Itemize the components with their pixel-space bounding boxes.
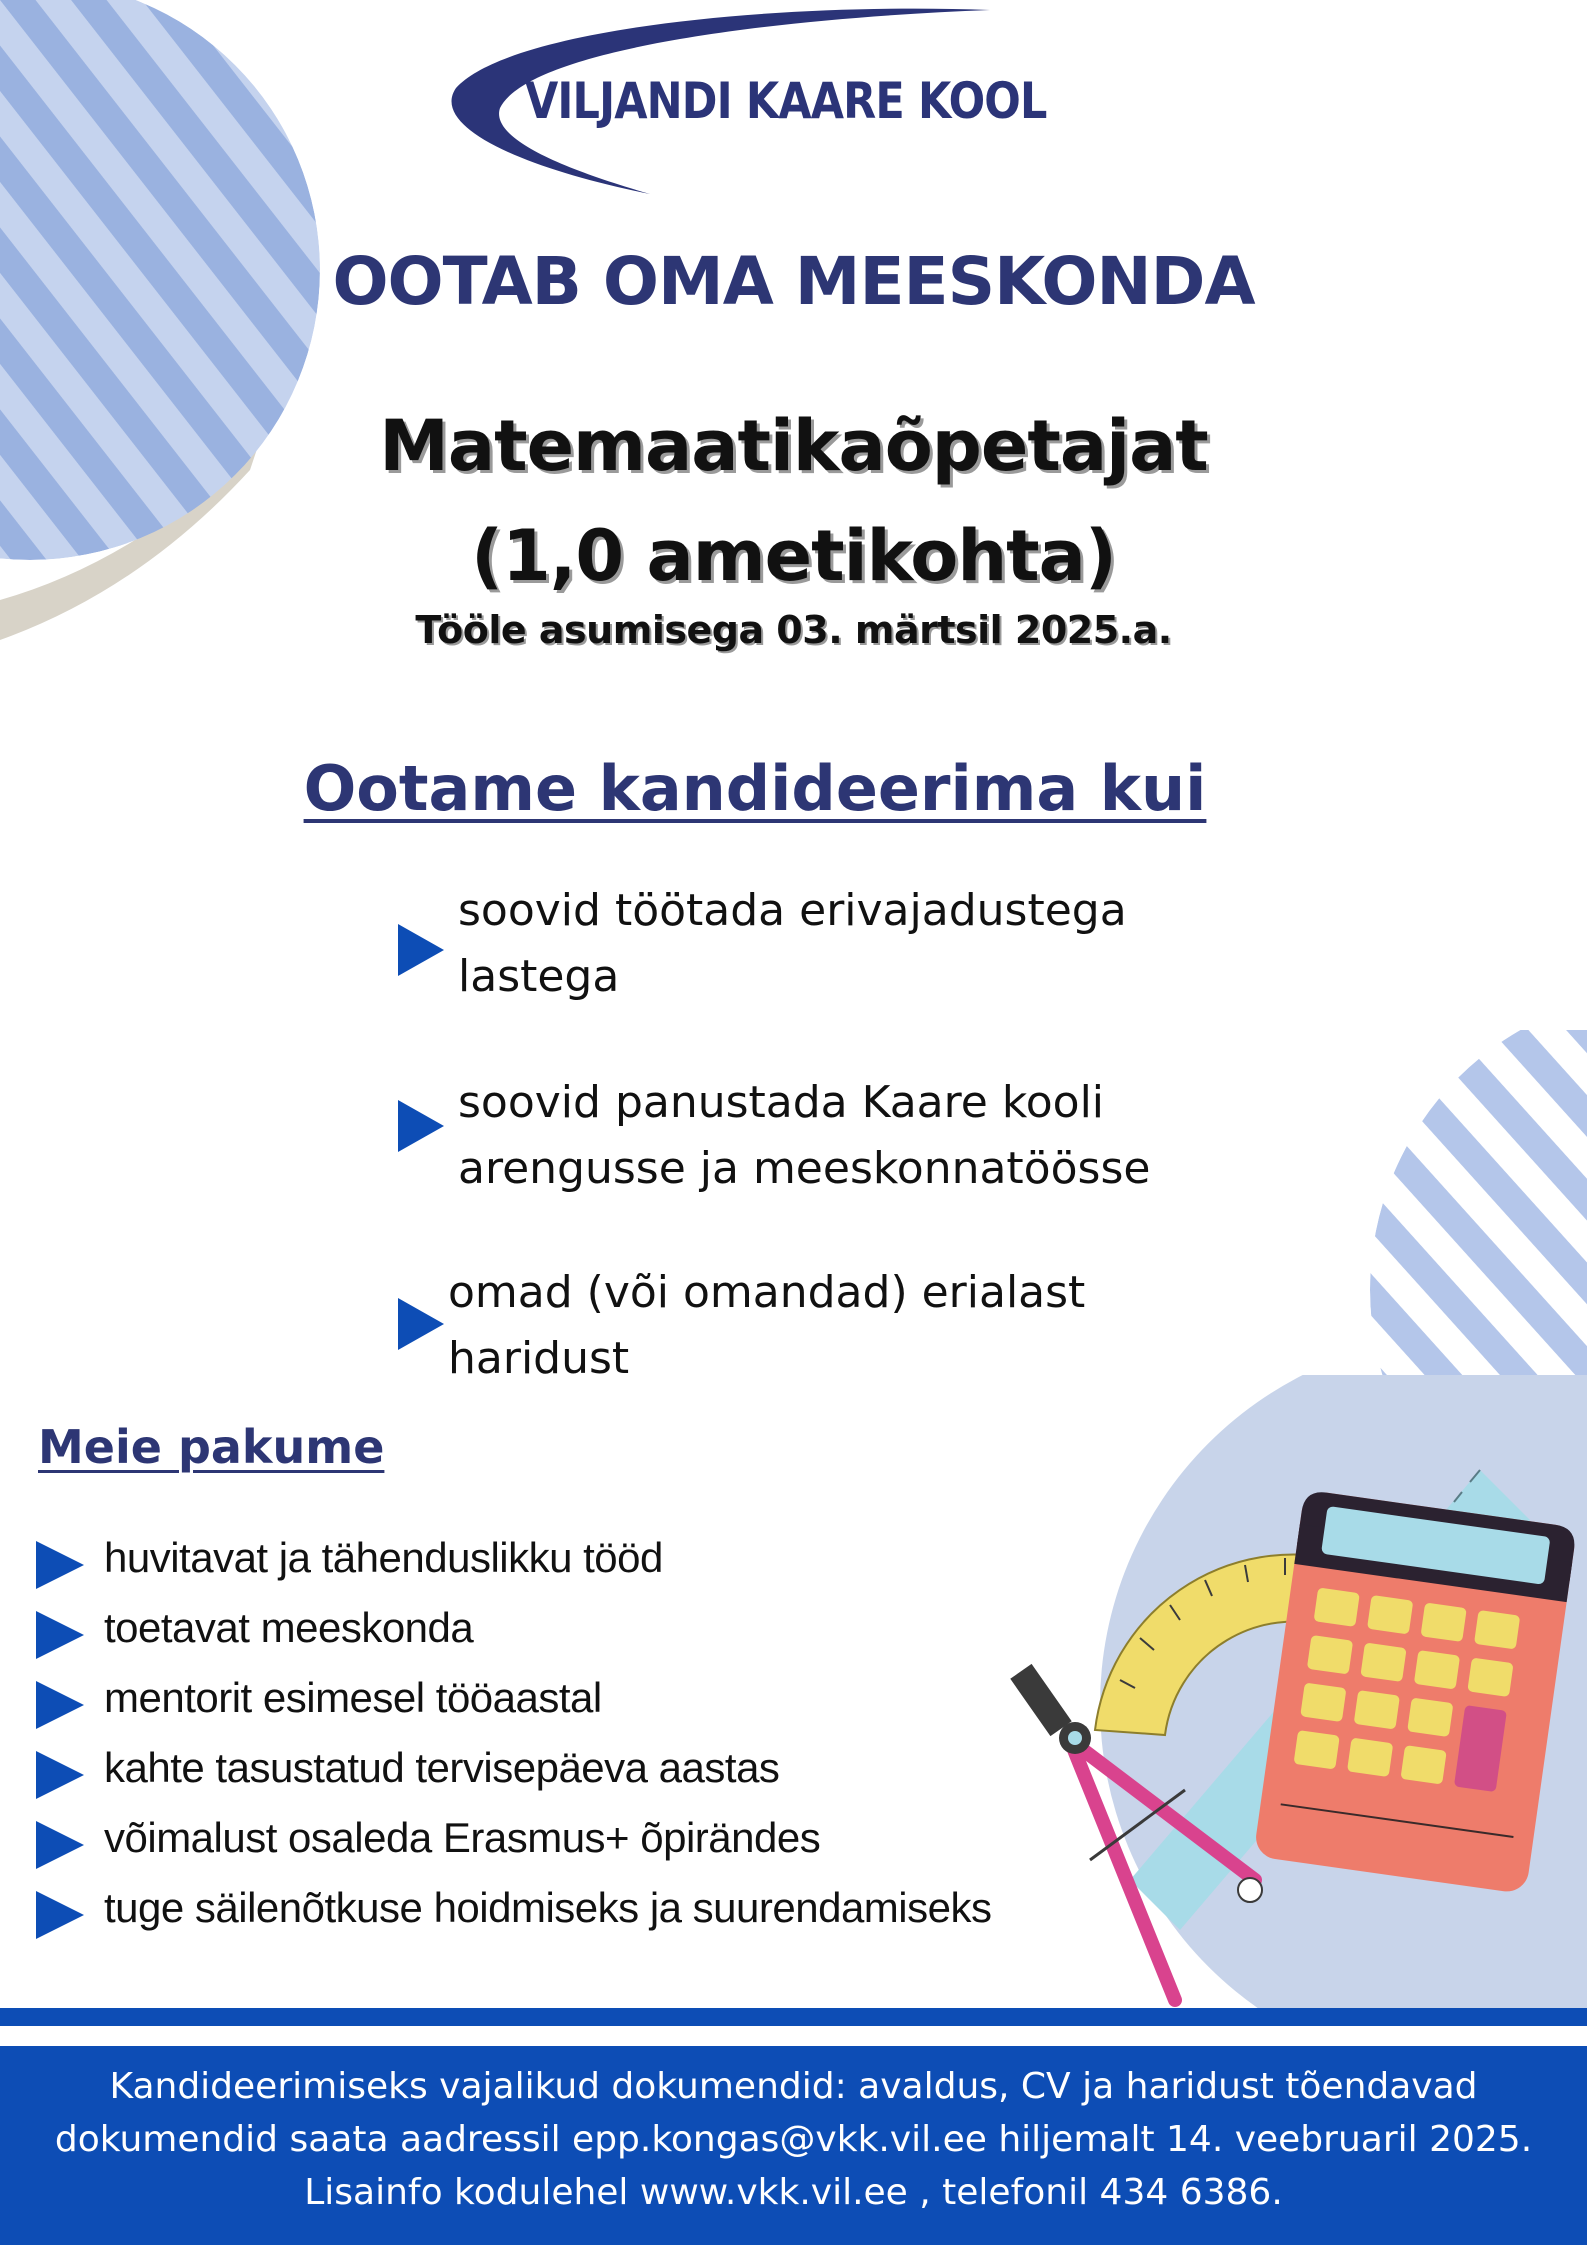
triangle-bullet-icon: [36, 1681, 84, 1729]
triangle-bullet-icon: [36, 1751, 84, 1799]
job-title: Matemaatikaõpetajat: [379, 405, 1208, 487]
footer-line: Kandideerimiseks vajalikud dokumendid: avaldus, CV ja haridust tõendavad: [109, 2066, 1478, 2107]
offer-item-text: huvitavat ja tähenduslikku tööd: [104, 1534, 663, 1581]
offer-item-text: tuge säilenõtkuse hoidmiseks ja suurendamiseks: [104, 1884, 992, 1931]
candidate-item-line: haridust: [448, 1333, 630, 1384]
footer-divider: [0, 2008, 1587, 2026]
candidate-item-line: arengusse ja meeskonnatöösse: [458, 1143, 1151, 1194]
triangle-bullet-icon: [398, 924, 444, 976]
candidate-item-line: soovid töötada erivajadustega: [458, 885, 1127, 936]
calculator-icon: [1253, 1490, 1577, 1895]
footer-line: Lisainfo kodulehel www.vkk.vil.ee , telefonil 434 6386.: [304, 2172, 1283, 2213]
offer-item: [36, 1880, 1116, 1950]
candidates-heading: Ootame kandideerima kui: [303, 752, 1207, 825]
offer-item: [36, 1740, 1116, 1810]
job-workload: (1,0 ametikohta): [471, 515, 1116, 597]
triangle-bullet-icon: [36, 1891, 84, 1939]
candidate-item-line: soovid panustada Kaare kooli: [458, 1077, 1105, 1128]
triangle-bullet-icon: [398, 1100, 444, 1152]
offer-item: [36, 1530, 1116, 1600]
candidate-item-line: lastega: [458, 951, 620, 1002]
footer: [0, 2046, 1587, 2245]
candidate-item: [398, 1260, 1218, 1400]
footer-line: dokumendid saata aadressil epp.kongas@vkk.vil.ee hiljemalt 14. veebruaril 2025.: [54, 2119, 1533, 2160]
triangle-bullet-icon: [36, 1821, 84, 1869]
offer-item-text: võimalust osaleda Erasmus+ õpirändes: [104, 1814, 821, 1861]
triangle-bullet-icon: [36, 1541, 84, 1589]
offer-item: [36, 1670, 1116, 1740]
offer-item-text: toetavat meeskonda: [104, 1604, 474, 1651]
triangle-bullet-icon: [398, 1298, 444, 1350]
triangle-bullet-icon: [36, 1611, 84, 1659]
offer-list: [36, 1530, 1116, 1950]
candidate-item-line: omad (või omandad) erialast: [448, 1267, 1086, 1318]
offer-item: [36, 1810, 1116, 1880]
math-tools-illustration: [1010, 1410, 1587, 2010]
offer-item: [36, 1600, 1116, 1670]
headline: OOTAB OMA MEESKONDA: [332, 243, 1255, 320]
candidate-item: [398, 878, 1218, 1018]
offer-heading: Meie pakume: [38, 1420, 385, 1474]
school-logo-text: VILJANDI KAARE KOOL: [525, 72, 1047, 130]
offer-item-text: kahte tasustatud tervisepäeva aastas: [104, 1744, 780, 1791]
start-date: Tööle asumisega 03. märtsil 2025.a.: [415, 608, 1172, 652]
offer-item-text: mentorit esimesel tööaastal: [104, 1674, 602, 1721]
candidate-item: [398, 1070, 1218, 1210]
